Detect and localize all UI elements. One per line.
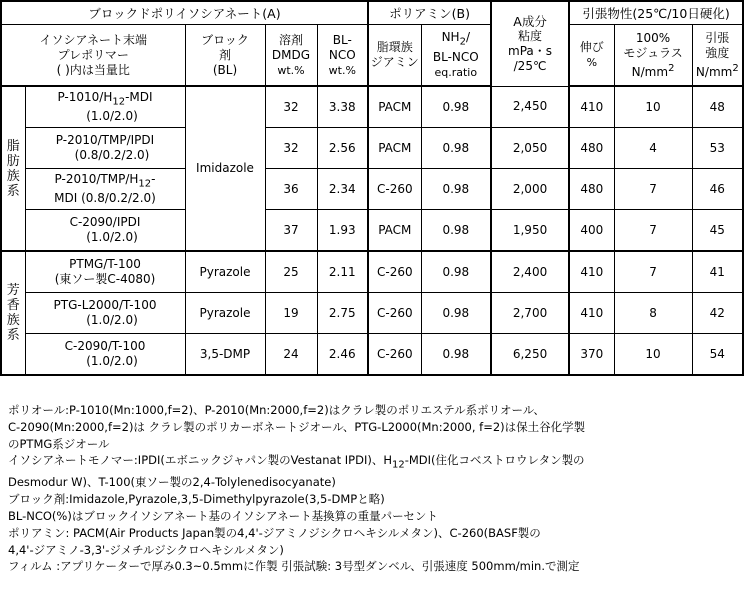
col-header-diamine [368,25,421,87]
prepolymer-ratio: (1.0/2.0) [86,313,138,327]
viscosity-value: 2,400 [491,251,569,293]
table-row [1,210,743,252]
diamine-value: PACM [368,210,421,252]
diamine-value: C-260 [368,169,421,210]
group-header-polyamine: ポリアミン(B) [368,1,491,25]
ratio-value: 0.98 [421,251,491,293]
modulus-value: 10 [614,86,692,128]
viscosity-value: 2,050 [491,128,569,169]
dmdg-value: 37 [265,210,317,252]
diamine-label-1: 脂環族 [376,40,413,54]
elongation-label-2: % [586,56,598,69]
ratio-label-1 [422,30,491,49]
dmdg-value: 25 [265,251,317,293]
prepolymer-name-text: P-1010/H [57,89,113,104]
block-label-1: ブロック [201,32,249,47]
ratio-value: 0.98 [421,169,491,210]
dmdg-label-3: wt.% [277,63,305,77]
prepolymer-label-2: プレポリマー [57,47,129,62]
table-row [1,251,743,293]
table-row [1,334,743,376]
block-agent-value: 3,5-DMP [185,334,265,376]
modulus-value: 7 [614,251,692,293]
viscosity-value: 2,450 [491,86,569,128]
elongation-value: 410 [569,251,614,293]
header-column-row [1,25,743,87]
ratio-value: 0.98 [421,210,491,252]
block-label-2: 剤 [218,47,231,62]
prepolymer-name [25,334,185,376]
dmdg-value: 24 [265,334,317,376]
blnco-label-2: NCO [328,47,356,62]
modulus-value: 7 [614,210,692,252]
blnco-label-1: BL- [332,32,352,47]
ratio-value: 0.98 [421,293,491,334]
block-agent-value: Pyrazole [185,251,265,293]
modulus-value: 7 [614,169,692,210]
prepolymer-label-1: イソシアネート末端 [39,32,148,47]
elongation-value: 370 [569,334,614,376]
ratio-nh: NH [441,30,460,45]
category-aliphatic [1,86,25,251]
col-header-dmdg [265,25,317,87]
block-agent-imidazole: Imidazole [185,86,265,251]
modulus-value: 10 [614,334,692,376]
blnco-value: 1.93 [317,210,368,252]
prepolymer-name-suffix: - [151,171,156,186]
strength-value: 46 [692,169,743,210]
viscosity-value: 1,950 [491,210,569,252]
prepolymer-ratio: (1.0/2.0) [86,230,138,244]
footnote-polyol-3: のPTMG系ジオール [8,436,110,451]
strength-value: 48 [692,86,743,128]
prepolymer-name-subscript: 12 [138,178,152,190]
blnco-value: 3.38 [317,86,368,128]
viscosity-value: 6,250 [491,334,569,376]
ratio-value: 0.98 [421,334,491,376]
footnotes [8,402,740,575]
prepolymer-name-line1: PTMG/T-100 [69,257,141,271]
modulus-value: 8 [614,293,692,334]
modulus-label-3 [615,61,692,80]
footnote-monomer-sub: 12 [391,459,405,471]
prepolymer-name [25,169,185,210]
viscosity-label-2: mPa・s [508,43,553,58]
prepolymer-name [25,210,185,252]
modulus-unit: N/mm [631,64,669,79]
footnote-polyol: ポリオール:P-1010(Mn:1000,f=2)、P-2010(Mn:2000,f=2)はクラレ製のポリエステル系ポリオール、 [8,403,545,417]
prepolymer-ratio: (1.0/2.0) [86,109,138,124]
modulus-value: 4 [614,128,692,169]
strength-unit-sup: 2 [732,62,739,74]
ratio-value: 0.98 [421,86,491,128]
prepolymer-name-text: P-2010/TMP/H [54,171,139,186]
col-header-eq-ratio [421,25,491,87]
prepolymer-name-suffix: -MDI [125,89,153,104]
col-header-viscosity [491,1,569,86]
category-aromatic [1,251,25,375]
footnote-block-agent: ブロック剤:Imidazole,Pyrazole,3,5-Dimethylpyrazole(3,5-DMPと略) [8,492,385,507]
diamine-value: C-260 [368,293,421,334]
header-group-row [1,1,743,25]
footnote-film: フィルム :アプリケーターで厚み0.3~0.5mmに作製 引張試験: 3号型ダンベル、引張速度 500mm/min.で測定 [8,559,580,574]
footnote-monomer-2: Desmodur W)、T-100(東ソー製の2,4-Tolylenedisocyanate) [8,475,336,490]
table-row [1,128,743,169]
strength-unit: N/mm [695,64,733,79]
ratio-label-2: BL-NCO [432,49,479,64]
ratio-nh-subscript: 2 [459,36,466,48]
prepolymer-name [25,86,185,128]
group-header-blocked-polyisocyanate: ブロックドポリイソシアネート(A) [1,1,368,25]
viscosity-group-label: A成分 [513,13,547,29]
prepolymer-name-line1 [26,172,185,191]
prepolymer-name-line1: C-2090/T-100 [64,339,146,353]
elongation-value: 410 [569,293,614,334]
footnote-monomer-b: -MDI(住化コベストロウレタン製の [404,453,585,468]
footnote-monomer [8,452,740,474]
prepolymer-name-line1: P-2010/TMP/IPDI [55,133,155,147]
strength-value: 54 [692,334,743,376]
diamine-value: C-260 [368,334,421,376]
table-row [1,86,743,128]
col-header-prepolymer [1,25,185,87]
blnco-value: 2.46 [317,334,368,376]
prepolymer-name [25,293,185,334]
footnote-blnco: BL-NCO(%)はブロックイソシアネート基のイソシアネート基換算の重量パーセント [8,509,438,524]
elongation-value: 400 [569,210,614,252]
col-header-strength [692,25,743,87]
table-row [1,293,743,334]
ratio-slash: / [465,30,470,45]
prepolymer-name-line1: C-2090/IPDI [69,215,141,229]
strength-label-3 [693,61,743,80]
elongation-value: 480 [569,128,614,169]
block-agent-value: Pyrazole [185,293,265,334]
elongation-value: 410 [569,86,614,128]
viscosity-value: 2,000 [491,169,569,210]
diamine-value: C-260 [368,251,421,293]
dmdg-value: 32 [265,128,317,169]
col-header-blnco [317,25,368,87]
table-row [1,169,743,210]
viscosity-label-1: 粘度 [518,28,543,43]
prepolymer-name [25,128,185,169]
col-header-elongation [569,25,614,87]
modulus-unit-sup: 2 [668,62,675,74]
footnote-polyamine-2: 4,4'-ジアミノ-3,3'-ジメチルジシクロヘキシルメタン) [8,542,284,557]
blnco-value: 2.11 [317,251,368,293]
elongation-value: 480 [569,169,614,210]
dmdg-value: 19 [265,293,317,334]
viscosity-label-3: /25℃ [513,58,547,73]
blnco-value: 2.34 [317,169,368,210]
prepolymer-ratio: (1.0/2.0) [86,354,138,368]
col-header-block-agent [185,25,265,87]
prepolymer-ratio: (0.8/0.2/2.0) [74,148,150,162]
ratio-label-3: eq.ratio [434,65,478,79]
category-aliphatic-label: 脂肪族系 [6,138,20,199]
strength-value: 41 [692,251,743,293]
blnco-value: 2.56 [317,128,368,169]
diamine-label-2: ジアミン [370,55,419,69]
dmdg-label-1: 溶剤 [278,32,303,47]
strength-value: 42 [692,293,743,334]
footnote-polyamine: ポリアミン: PACM(Air Products Japan製の4,4'-ジアミノジシクロヘキシルメタン)、C-260(BASF製の [8,525,541,540]
category-aromatic-label: 芳香族系 [6,283,20,343]
blnco-label-3: wt.% [328,63,356,77]
dmdg-value: 36 [265,169,317,210]
prepolymer-name [25,251,185,293]
footnote-polyol-2: C-2090(Mn:2000,f=2)は クラレ製のポリカーボネートジオール、PTG-L2000(Mn:2000, f=2)は保土谷化学製 [8,419,586,434]
strength-label-2: 強度 [705,45,730,60]
prepolymer-name-line1: PTG-L2000/T-100 [53,298,157,312]
block-label-3: (BL) [212,62,238,77]
strength-value: 53 [692,128,743,169]
strength-label-1: 引張 [705,30,730,45]
prepolymer-label-3: ( )内は当量比 [56,62,130,77]
ratio-value: 0.98 [421,128,491,169]
diamine-value: PACM [368,128,421,169]
modulus-label-1: 100% [635,30,671,45]
diamine-value: PACM [368,86,421,128]
elongation-label-1: 伸び [579,40,604,54]
strength-value: 45 [692,210,743,252]
modulus-label-2: モジュラス [623,45,683,60]
group-header-tensile: 引張物性(25℃/10日硬化) [569,1,743,25]
prepolymer-name-subscript: 12 [112,96,126,108]
prepolymer-name-line1 [26,90,185,109]
viscosity-value: 2,700 [491,293,569,334]
col-header-modulus [614,25,692,87]
footnote-monomer-a: イソシアネートモノマー:IPDI(エボニックジャパン製のVestanat IPDI)、H [8,453,392,468]
dmdg-value: 32 [265,86,317,128]
dmdg-label-2: DMDG [271,47,311,62]
blnco-value: 2.75 [317,293,368,334]
prepolymer-ratio: MDI (0.8/0.2/2.0) [54,191,156,206]
prepolymer-ratio: (東ソー製C-4080) [54,272,156,286]
